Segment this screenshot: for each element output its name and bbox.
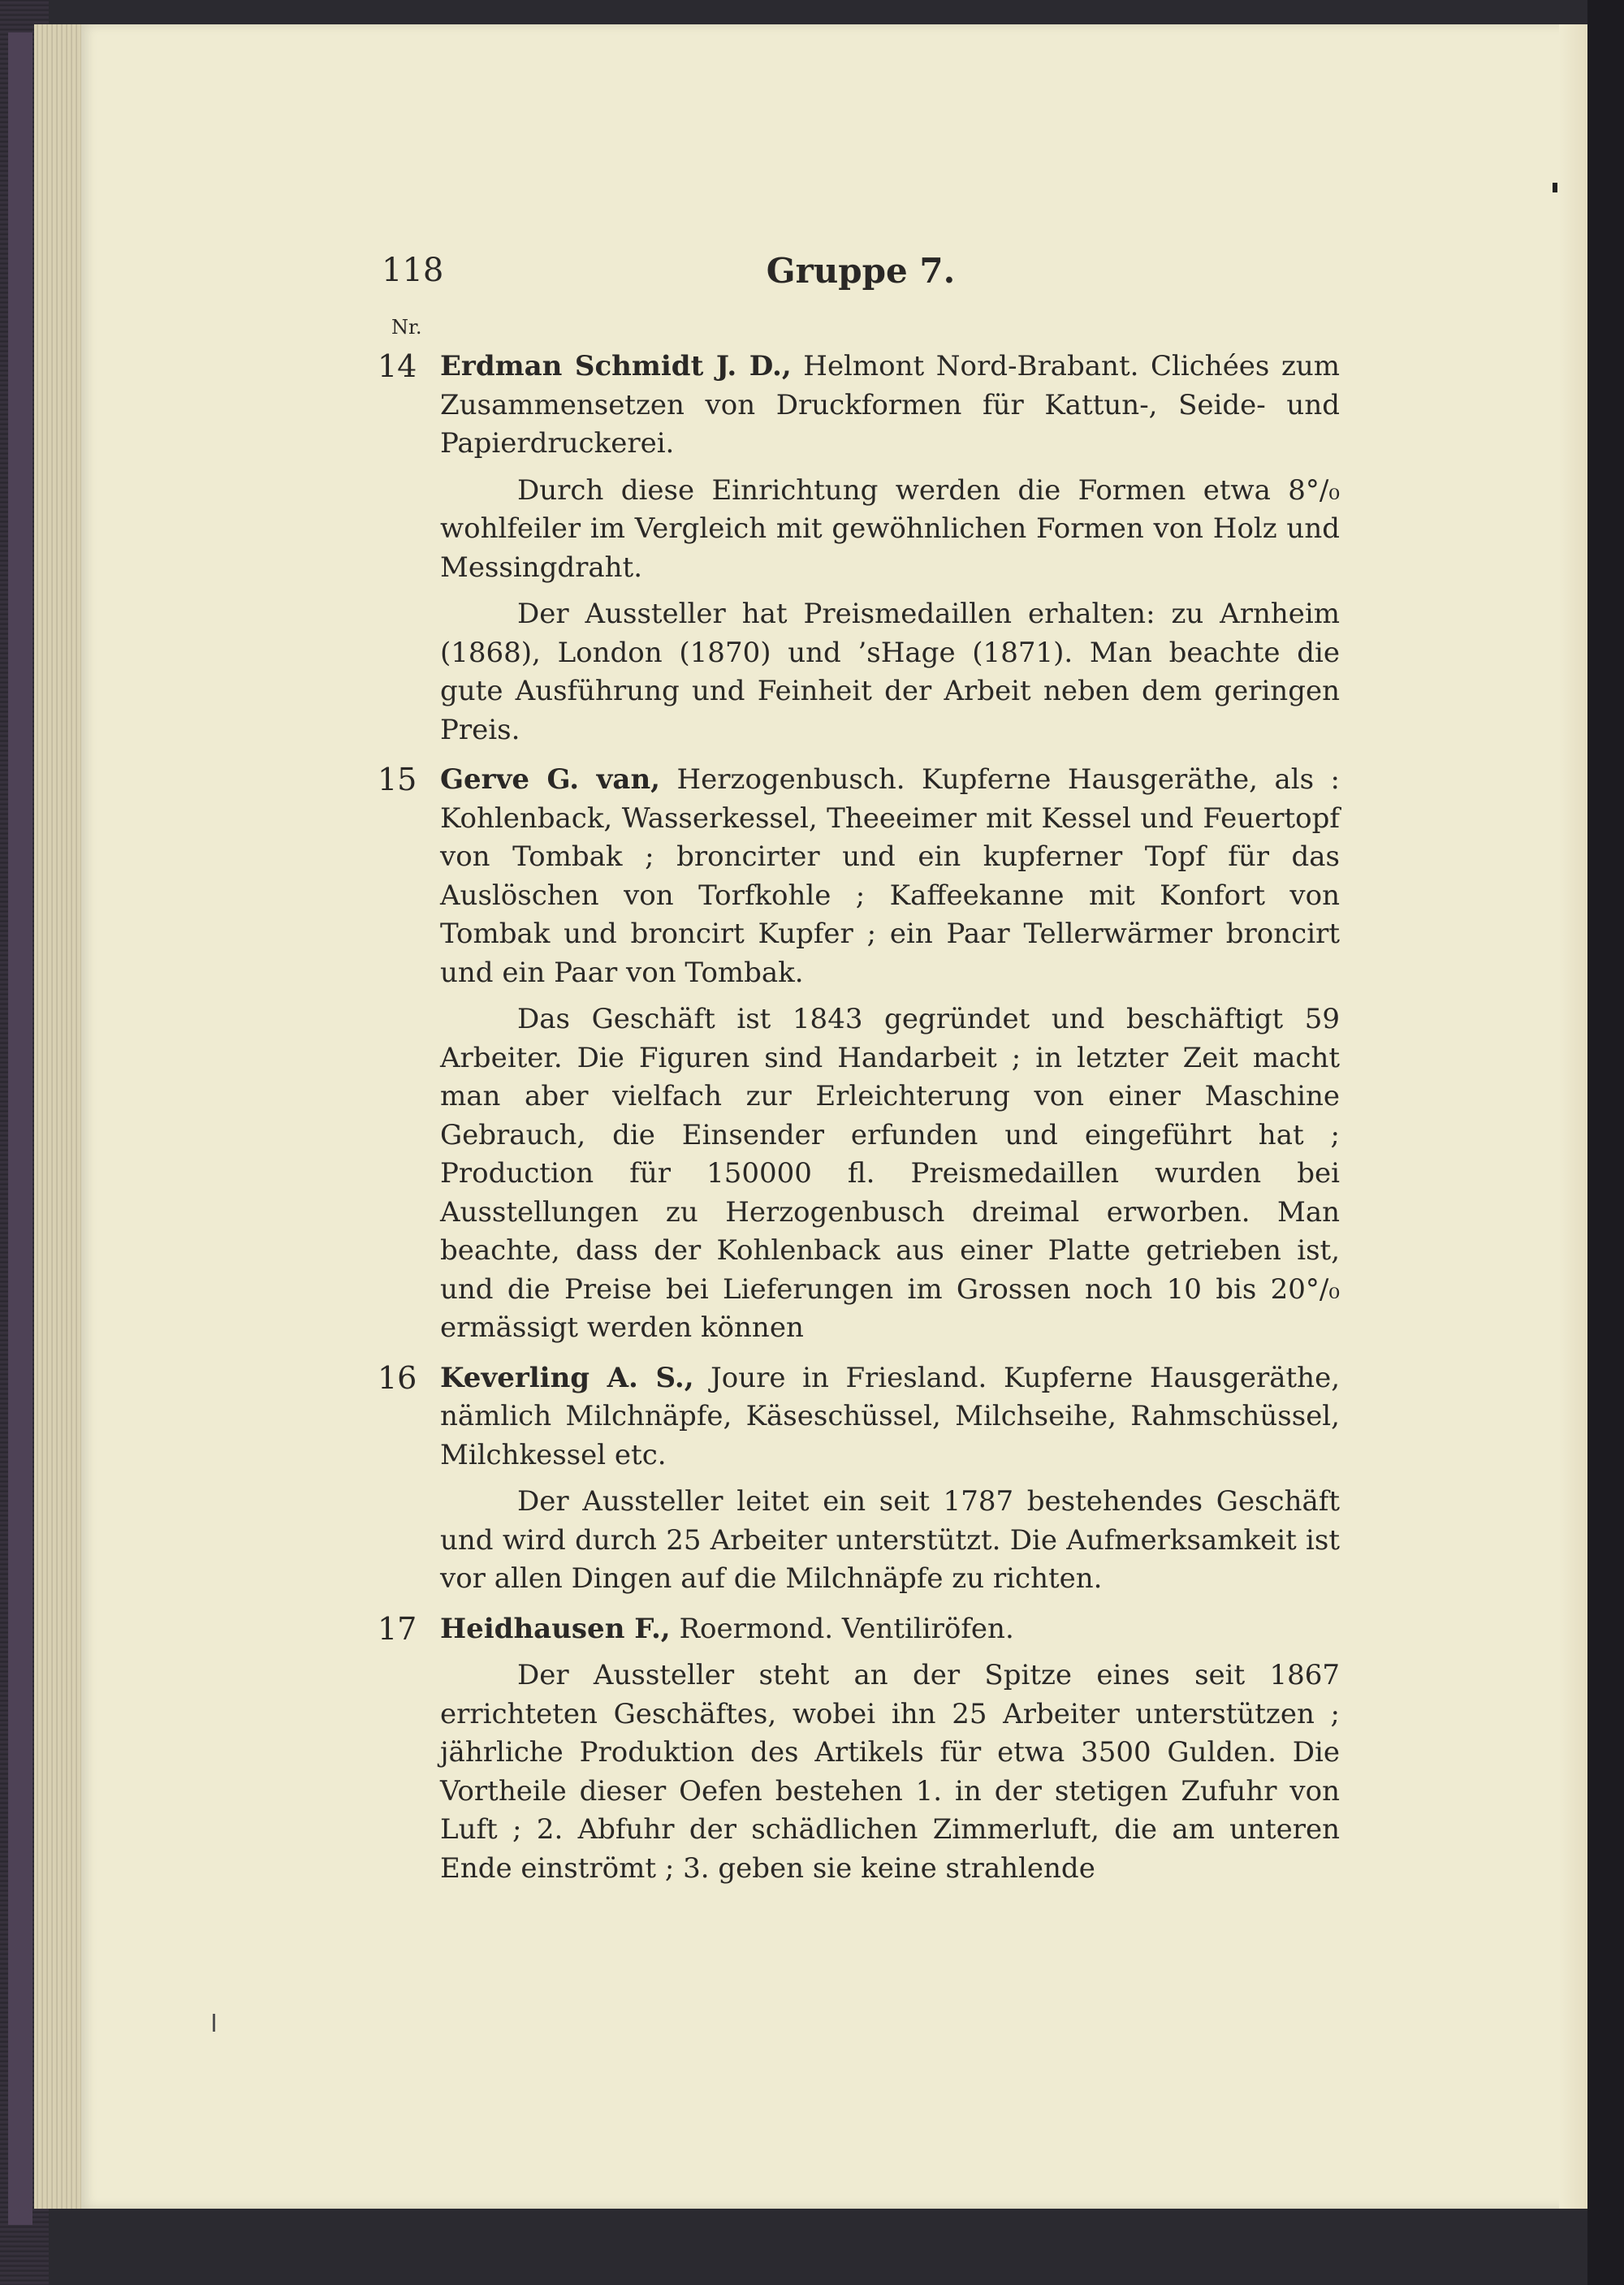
entry-number: 15 [378, 762, 417, 797]
cover-edge [1587, 0, 1624, 2285]
exhibitor-entry-16 [378, 1359, 1341, 1599]
edge-mark [1553, 183, 1557, 192]
exhibitor-name: Gerve G. van, [440, 763, 661, 796]
entry-heading [382, 1359, 1340, 1475]
exhibitor-name: Erdman Schmidt J. D., [440, 350, 792, 382]
exhibitor-name: Heidhausen F., [440, 1612, 671, 1645]
entry-number: 17 [378, 1610, 417, 1647]
entry-number: 14 [378, 348, 417, 384]
exhibitor-entry-15 [378, 761, 1340, 1348]
exhibitor-name: Keverling A. S., [440, 1361, 694, 1394]
entry-paragraph: Der Aussteller hat Preismedaillen erhalten: zu Arnheim (1868), London (1870) und ’sHage (1871). Man beachte die gute Ausführung und Feinheit der Arbeit neben dem geringen Preis. [440, 598, 1340, 746]
number-column-label: Nr. [391, 316, 422, 339]
entry-paragraph: Das Geschäft ist 1843 gegründet und beschäftigt 59 Arbeiter. Die Figuren sind Handarbeit ; in letzter Zeit macht man aber vielfach zur Erleichterung von einer Maschine Gebrauch, die Einsender erfunden und eingeführt hat ; Production für 150000 fl. Preismedaillen wurden bei Ausstellungen zu Herzogenbusch dreimal erworben. Man beachte, dass der Kohlenback aus einer Platte getrieben ist, und die Preise bei Lieferungen im Grossen noch 10 bis 20°/₀ ermässigt werden können [440, 1003, 1340, 1344]
entry-number: 16 [378, 1359, 417, 1396]
entry-description: Herzogenbusch. Kupferne Hausgeräthe, als : Kohlenback, Wasserkessel, Theeeimer mit Kessel und Feuertopf von Tombak ; broncirter und ein kupferner Topf für das Auslöschen von Torfkohle ; Kaffeekanne mit Konfort von Tombak und broncirt Kupfer ; ein Paar Tellerwärmer broncirt und ein Paar von Tombak. [440, 763, 1340, 989]
entry-paragraph: Der Aussteller steht an der Spitze eines seit 1867 errichteten Geschäftes, wobei ihn 25 Arbeiter unterstützen ; jährliche Produktion des Artikels für etwa 3500 Gulden. Die Vortheile dieser Oefen bestehen 1. in der stetigen Zufuhr von Luft ; 2. Abfuhr der schädlichen Zimmerluft, die am unteren Ende einströmt ; 3. geben sie keine strahlende [440, 1659, 1340, 1885]
entry-heading [382, 348, 1340, 464]
entry-description: Helmont Nord-Brabant. Clichées zum Zusammensetzen von Druckformen für Kattun-, Seide- und Papierdruckerei. [440, 350, 1340, 460]
binding-cloth [8, 32, 32, 2225]
facing-page-edge [1559, 24, 1590, 2209]
page-header [382, 252, 1340, 300]
entry-heading [382, 761, 1340, 992]
entry-description: Joure in Friesland. Kupferne Hausgeräthe, nämlich Milchnäpfe, Käseschüssel, Milchseihe, Rahmschüssel, Milchkessel etc. [440, 1361, 1341, 1471]
entry-paragraph: Durch diese Einrichtung werden die Formen etwa 8°/₀ wohlfeiler im Vergleich mit gewöhnlichen Formen von Holz und Messingdraht. [440, 473, 1340, 584]
exhibitor-entry-14 [378, 348, 1340, 749]
margin-mark [213, 2014, 215, 2032]
entry-heading [382, 1610, 1340, 1649]
group-title: Gruppe 7. [766, 251, 956, 291]
page-text [378, 251, 1341, 1899]
entry-paragraph: Der Aussteller leitet ein seit 1787 bestehendes Geschäft und wird durch 25 Arbeiter unterstützt. Die Aufmerksamkeit ist vor allen Dingen auf die Milchnäpfe zu richten. [440, 1485, 1340, 1595]
page-number: 118 [382, 252, 444, 289]
exhibitor-entry-17 [378, 1610, 1340, 1889]
entry-description: Roermond. Ventiliröfen. [670, 1612, 1014, 1645]
